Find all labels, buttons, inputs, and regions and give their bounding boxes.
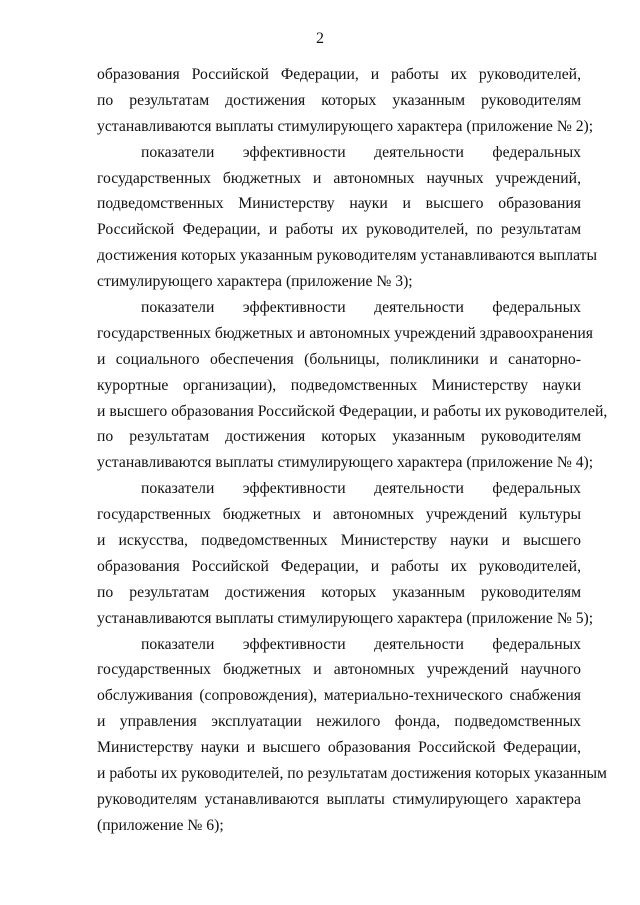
text-line: подведомственных Министерству науки и высшего образования xyxy=(97,195,581,213)
text-line: и работы их руководителей, по результатам достижения которых указанным xyxy=(97,765,607,783)
text-line: (приложение № 6); xyxy=(97,816,224,834)
text-line: Министерству науки и высшего образования Российской Федерации, xyxy=(97,739,581,757)
text-line: и искусства, подведомственных Министерству науки и высшего xyxy=(97,532,581,550)
text-line: показатели эффективности деятельности федеральных xyxy=(141,480,581,498)
text-line: по результатам достижения которых указанным руководителям xyxy=(97,583,581,601)
text-line: Российской Федерации, и работы их руководителей, по результатам xyxy=(97,221,581,239)
text-line: и управления эксплуатации нежилого фонда, подведомственных xyxy=(97,713,581,731)
text-line: и социального обеспечения (больницы, поликлиники и санаторно- xyxy=(97,350,581,368)
text-line: и высшего образования Российской Федерации, и работы их руководителей, xyxy=(97,402,608,420)
paragraph-appendix-3 xyxy=(97,140,598,295)
text-line: государственных бюджетных и автономных учреждений культуры xyxy=(97,506,581,524)
text-line: устанавливаются выплаты стимулирующего характера (приложение № 4); xyxy=(97,454,594,472)
page-number: 2 xyxy=(316,30,324,47)
text-line: стимулирующего характера (приложение № 3); xyxy=(97,273,413,291)
paragraph-appendix-4 xyxy=(97,295,608,476)
paragraph-appendix-5 xyxy=(97,476,594,631)
text-line: показатели эффективности деятельности федеральных xyxy=(141,299,581,317)
text-line: образования Российской Федерации, и работы их руководителей, xyxy=(97,66,581,83)
text-line: образования Российской Федерации, и работы их руководителей, xyxy=(97,557,581,575)
text-line: показатели эффективности деятельности федеральных xyxy=(141,143,581,161)
text-line: обслуживания (сопровождения), материально-технического снабжения xyxy=(97,687,581,705)
text-line: государственных бюджетных и автономных учреждений здравоохранения xyxy=(97,324,594,342)
document-body xyxy=(97,62,608,839)
text-line: устанавливаются выплаты стимулирующего характера (приложение № 2); xyxy=(97,117,594,135)
text-line: государственных бюджетных и автономных научных учреждений, xyxy=(97,169,581,187)
text-line: показатели эффективности деятельности федеральных xyxy=(141,635,581,653)
text-line: устанавливаются выплаты стимулирующего характера (приложение № 5); xyxy=(97,609,594,627)
text-line: курортные организации), подведомственных Министерству науки xyxy=(97,376,581,394)
paragraph-appendix-6 xyxy=(97,632,607,839)
text-line: по результатам достижения которых указанным руководителям xyxy=(97,428,581,446)
text-line: руководителям устанавливаются выплаты стимулирующего характера xyxy=(97,790,581,808)
text-line: достижения которых указанным руководителям устанавливаются выплаты xyxy=(97,247,598,265)
text-line: по результатам достижения которых указанным руководителям xyxy=(97,91,581,109)
paragraph-appendix-2 xyxy=(97,62,594,140)
text-line: государственных бюджетных и автономных учреждений научного xyxy=(97,661,581,679)
